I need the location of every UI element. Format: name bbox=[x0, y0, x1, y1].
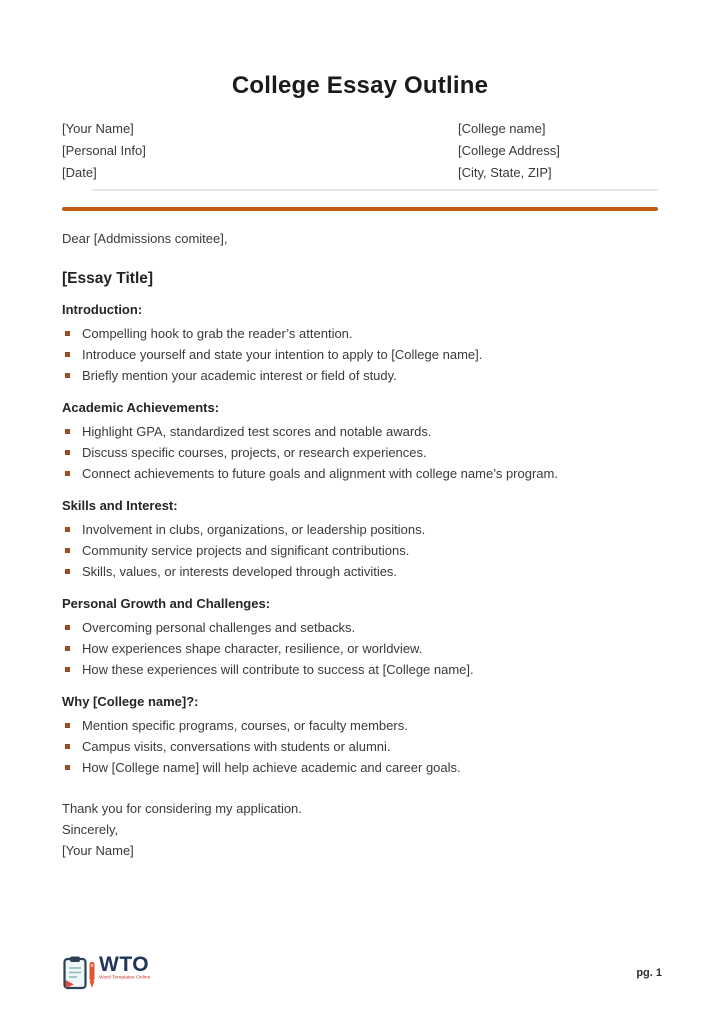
bullet-text: Community service projects and significant contributions. bbox=[82, 543, 410, 558]
recipient-block bbox=[458, 118, 658, 184]
wto-wordmark bbox=[99, 955, 182, 983]
list-item bbox=[62, 323, 658, 344]
city-state-zip-placeholder: [City, State, ZIP] bbox=[458, 165, 552, 180]
page-title: College Essay Outline bbox=[231, 72, 489, 99]
sender-personal-info-placeholder: [Personal Info] bbox=[62, 143, 146, 158]
letter-header bbox=[62, 118, 658, 184]
list-item bbox=[62, 715, 658, 736]
bullet-text: How [College name] will help achieve academic and career goals. bbox=[82, 760, 461, 775]
section-introduction bbox=[62, 301, 658, 386]
college-name-placeholder: [College name] bbox=[458, 121, 546, 136]
bullet-text: How experiences shape character, resilience, or worldview. bbox=[82, 641, 423, 656]
square-bullet-icon bbox=[65, 527, 70, 532]
bullet-text: How these experiences will contribute to success at [College name]. bbox=[82, 662, 474, 677]
square-bullet-icon bbox=[65, 352, 70, 357]
list-item bbox=[62, 540, 658, 561]
bullet-list bbox=[62, 323, 658, 386]
clipboard-pen-icon bbox=[62, 955, 96, 991]
section-skills-and-interest bbox=[62, 497, 658, 582]
list-item bbox=[62, 519, 658, 540]
bullet-text: Introduce yourself and state your intention to apply to [College name]. bbox=[82, 347, 483, 362]
section-heading: Introduction: bbox=[62, 302, 143, 317]
square-bullet-icon bbox=[65, 625, 70, 630]
bullet-text: Briefly mention your academic interest or field of study. bbox=[82, 368, 397, 383]
letter-closing bbox=[62, 798, 658, 861]
section-personal-growth bbox=[62, 595, 658, 680]
wto-tagline-text: Word Templates Online bbox=[99, 974, 151, 980]
bullet-list bbox=[62, 421, 658, 484]
list-item bbox=[62, 442, 658, 463]
square-bullet-icon bbox=[65, 569, 70, 574]
square-bullet-icon bbox=[65, 667, 70, 672]
bullet-text: Discuss specific courses, projects, or research experiences. bbox=[82, 445, 427, 460]
bullet-text: Campus visits, conversations with students or alumni. bbox=[82, 739, 391, 754]
faint-underline bbox=[92, 189, 658, 191]
bullet-text: Compelling hook to grab the reader’s attention. bbox=[82, 326, 353, 341]
sender-name-placeholder: [Your Name] bbox=[62, 121, 134, 136]
square-bullet-icon bbox=[65, 548, 70, 553]
list-item bbox=[62, 463, 658, 484]
closing-sincerely: Sincerely, bbox=[62, 822, 119, 837]
square-bullet-icon bbox=[65, 331, 70, 336]
square-bullet-icon bbox=[65, 646, 70, 651]
essay-title-placeholder: [Essay Title] bbox=[62, 270, 154, 287]
square-bullet-icon bbox=[65, 471, 70, 476]
section-heading: Personal Growth and Challenges: bbox=[62, 596, 271, 611]
list-item bbox=[62, 561, 658, 582]
list-item bbox=[62, 421, 658, 442]
orange-divider-rule bbox=[62, 207, 658, 211]
square-bullet-icon bbox=[65, 744, 70, 749]
bullet-list bbox=[62, 519, 658, 582]
section-academic-achievements bbox=[62, 399, 658, 484]
bullet-text: Connect achievements to future goals and alignment with college name’s program. bbox=[82, 466, 558, 481]
sender-block bbox=[62, 118, 146, 184]
list-item bbox=[62, 736, 658, 757]
list-item bbox=[62, 638, 658, 659]
square-bullet-icon bbox=[65, 723, 70, 728]
square-bullet-icon bbox=[65, 450, 70, 455]
section-heading: Skills and Interest: bbox=[62, 498, 178, 513]
closing-thanks: Thank you for considering my application. bbox=[62, 801, 302, 816]
list-item bbox=[62, 757, 658, 778]
bullet-text: Overcoming personal challenges and setbacks. bbox=[82, 620, 356, 635]
bullet-text: Mention specific programs, courses, or faculty members. bbox=[82, 718, 408, 733]
square-bullet-icon bbox=[65, 765, 70, 770]
bullet-text: Skills, values, or interests developed through activities. bbox=[82, 564, 398, 579]
closing-signature-placeholder: [Your Name] bbox=[62, 843, 134, 858]
page-footer bbox=[62, 955, 662, 991]
section-heading: Why [College name]?: bbox=[62, 694, 199, 709]
bullet-text: Involvement in clubs, organizations, or leadership positions. bbox=[82, 522, 426, 537]
square-bullet-icon bbox=[65, 429, 70, 434]
section-why-college bbox=[62, 693, 658, 778]
wto-logo bbox=[62, 955, 182, 991]
list-item bbox=[62, 344, 658, 365]
salutation: Dear [Addmissions comitee], bbox=[62, 231, 228, 246]
list-item bbox=[62, 617, 658, 638]
section-heading: Academic Achievements: bbox=[62, 400, 220, 415]
bullet-list bbox=[62, 617, 658, 680]
college-address-placeholder: [College Address] bbox=[458, 143, 560, 158]
wto-acronym-text: WTO bbox=[99, 953, 150, 976]
list-item bbox=[62, 365, 658, 386]
bullet-list bbox=[62, 715, 658, 778]
page-number: pg. 1 bbox=[636, 967, 662, 979]
date-placeholder: [Date] bbox=[62, 165, 97, 180]
list-item bbox=[62, 659, 658, 680]
bullet-text: Highlight GPA, standardized test scores and notable awards. bbox=[82, 424, 432, 439]
square-bullet-icon bbox=[65, 373, 70, 378]
